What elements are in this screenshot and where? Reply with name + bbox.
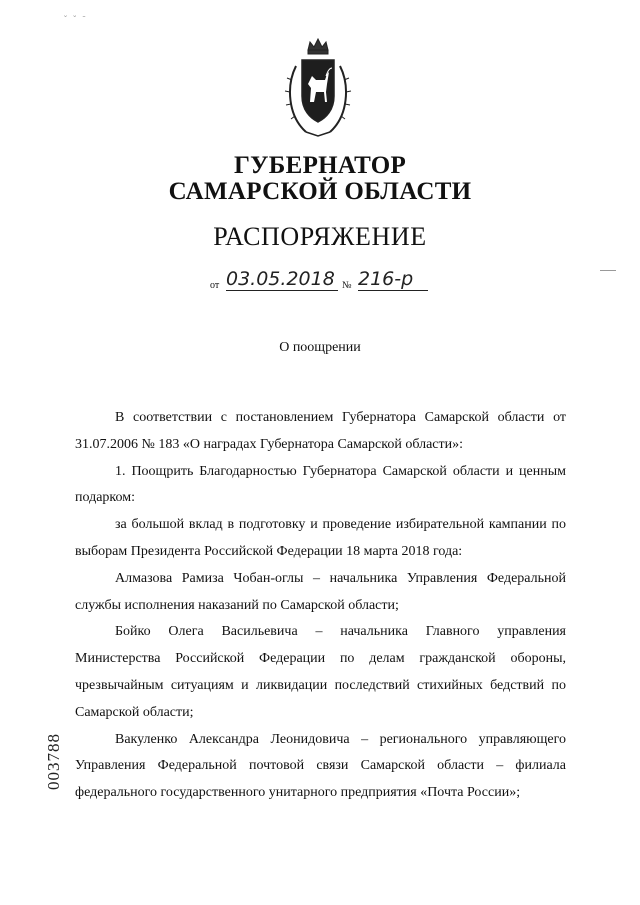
paragraph-item-1: 1. Поощрить Благодарностью Губернатора Самарской области и ценным подарком: xyxy=(75,463,566,506)
document-date: 03.05.2018 xyxy=(226,268,338,291)
document-subject: О поощрении xyxy=(279,340,361,355)
title-region: САМАРСКОЙ ОБЛАСТИ xyxy=(168,178,472,205)
paragraph-awardee: Вакуленко Александра Леонидовича – регионального управляющего Управления Федеральной почтовой связи Самарской области – филиала федерального государственного унитарного предприятия «Почта России»; xyxy=(75,731,566,801)
document-type: РАСПОРЯЖЕНИЕ xyxy=(213,222,427,251)
paragraph-awardee: Бойко Олега Васильевича – начальника Главного управления Министерства Российской Федерации по делам гражданской обороны, чрезвычайным ситуациям и ликвидации последствий стихийных бедствий по Самарской области; xyxy=(75,624,566,720)
paragraph-awardee: Алмазова Рамиза Чобан-оглы – начальника Управления Федеральной службы исполнения наказаний по Самарской области; xyxy=(75,570,566,613)
paragraph-reason: за большой вклад в подготовку и проведение избирательной кампании по выборам Президента Российской Федерации 18 марта 2018 года: xyxy=(75,517,566,559)
document-number: 216-р xyxy=(358,268,428,291)
document-body xyxy=(75,405,566,807)
number-label: № xyxy=(342,280,352,291)
serial-number-stamp: 003788 xyxy=(44,733,63,790)
coat-of-arms-emblem xyxy=(282,36,354,140)
corner-marks: ˘ ˘ ¨ xyxy=(64,14,88,24)
document-dateline xyxy=(210,268,440,298)
title-governor: ГУБЕРНАТОР xyxy=(233,152,407,179)
margin-dash xyxy=(600,270,616,271)
paragraph-basis: В соответствии с постановлением Губернатора Самарской области от 31.07.2006 № 183 «О наградах Губернатора Самарской области»: xyxy=(75,410,566,452)
date-from-label: от xyxy=(210,280,220,291)
